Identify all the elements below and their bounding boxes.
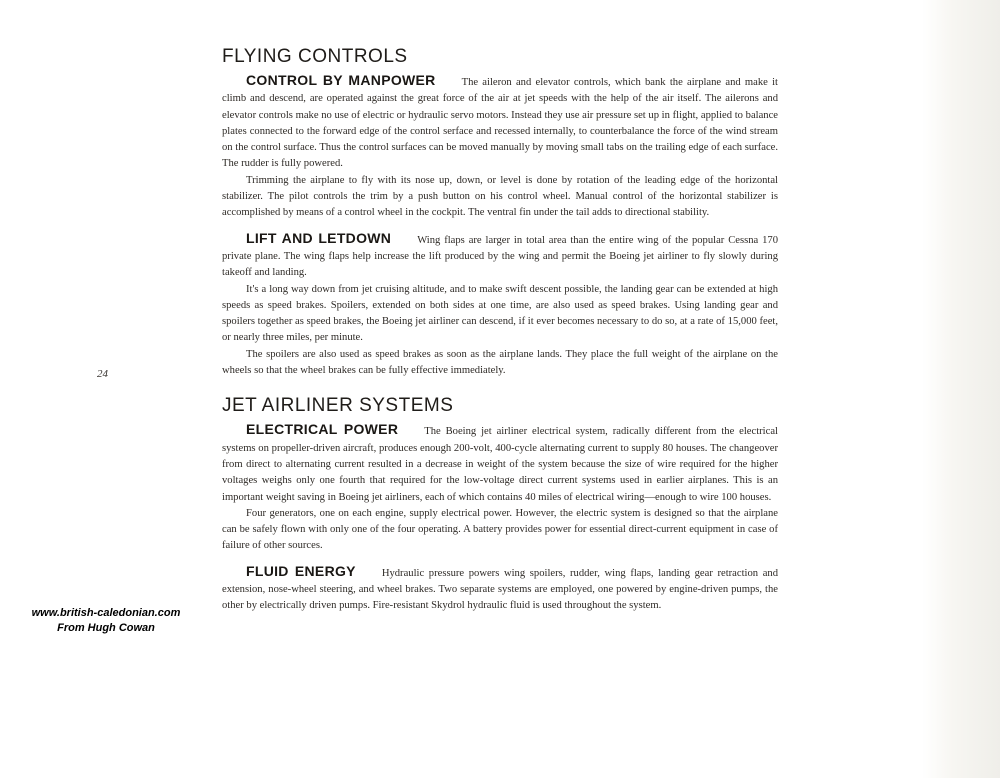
section-title-flying-controls: FLYING CONTROLS [222, 46, 408, 67]
paragraph-electrical-power-2: Four generators, one on each engine, supply electrical power. However, the electric system is designed so that the airplane can be safely flown with only one of the four operating. A battery provides power for essential direct-current equipment in case of failure of other sources. [222, 507, 778, 552]
paragraph-text: Hydraulic pressure powers wing spoilers, rudder, wing flaps, landing gear retraction and extension, nose-wheel steering, and wheel brakes. Two separate systems are employed, one powered by engine-driven pumps, the other by electrically driven pumps. Fire-resistant Skydrol hydraulic fluid is used throughout the system. [222, 567, 778, 612]
paragraph-text: Wing flaps are larger in total area than the entire wing of the popular Cessna 170 private plane. The wing flaps help increase the lift produced by the wing and permit the Boeing jet airliner to fly slowly during takeoff and landing. [222, 234, 778, 279]
page-number: 24 [97, 368, 108, 380]
paragraph-electrical-power-1 [222, 421, 778, 505]
page-edge-shadow [922, 0, 1000, 778]
paragraph-text: The Boeing jet airliner electrical system, radically different from the electrical systems on propeller-driven aircraft, produces enough 200-volt, 400-cycle alternating current to supply 80 houses. The changeover from direct to alternating current resulted in a decrease in weight of the system because the size of wire required for the higher voltages weighs only one fourth that required for the low-voltage direct current systems used in earlier airplanes. This is an important weight saving in Boeing jet airliners, each of which contains 40 miles of electrical wiring—enough to wire 100 houses. [222, 426, 778, 503]
spacer [222, 222, 778, 230]
credit-block [22, 606, 190, 636]
paragraph-control-by-manpower-1 [222, 72, 778, 173]
spacer [222, 555, 778, 563]
main-content [222, 44, 778, 615]
paragraph-lift-and-letdown-2: It's a long way down from jet cruising altitude, and to make swift descent possible, the landing gear can be extended at high speeds as speed brakes. Spoilers, extended on both sides at one time, are also used as speed brakes. Using landing gear and spoilers together as speed brakes, the Boeing jet airliner can descend, if it ever becomes necessary to do so, at a rate of 15,000 feet, or nearly three miles, per minute. [222, 283, 778, 344]
subsection-heading-lift-and-letdown: LIFT AND LETDOWN [246, 229, 392, 246]
paragraph-lift-and-letdown-3: The spoilers are also used as speed brakes as soon as the airplane lands. They place the full weight of the airplane on the wheels so that the wheel brakes can be fully effective immediately. [222, 348, 778, 377]
section-title-jet-airliner-systems: JET AIRLINER SYSTEMS [222, 395, 454, 417]
paragraph-text: The aileron and elevator controls, which bank the airplane and make it climb and descend, are operated against the great force of the air at jet speeds with the help of the air itself. The ailerons and elevator controls make no use of electric or hydraulic servo motors. Instead they use air pressure set up in flight, applied to balance plates connected to the forward edge of the control serface and recessed internally, to counterbalance the force of the wind stream on the control surface. Thus the control surfaces can be moved manually by moving small tabs on the trailing edge of each surface. The rudder is fully powered. [222, 77, 778, 170]
paragraph-fluid-energy-1 [222, 563, 778, 615]
subsection-heading-control-by-manpower: CONTROL BY MANPOWER [246, 72, 436, 88]
credit-author: From Hugh Cowan [57, 622, 155, 634]
subsection-heading-fluid-energy: FLUID ENERGY [246, 562, 356, 579]
credit-url: www.british-caledonian.com [31, 607, 181, 619]
paragraph-lift-and-letdown-1 [222, 230, 778, 282]
spacer [222, 379, 778, 393]
subsection-heading-electrical-power: ELECTRICAL POWER [246, 421, 399, 438]
paragraph-control-by-manpower-2: Trimming the airplane to fly with its nose up, down, or level is done by rotation of the leading edge of the horizontal stabilizer. The pilot controls the trim by a push button on his control wheel. Manual control of the horizontal stabilizer is accomplished by means of a control wheel in the cockpit. The ventral fin under the tail adds to directional stability. [222, 174, 778, 219]
